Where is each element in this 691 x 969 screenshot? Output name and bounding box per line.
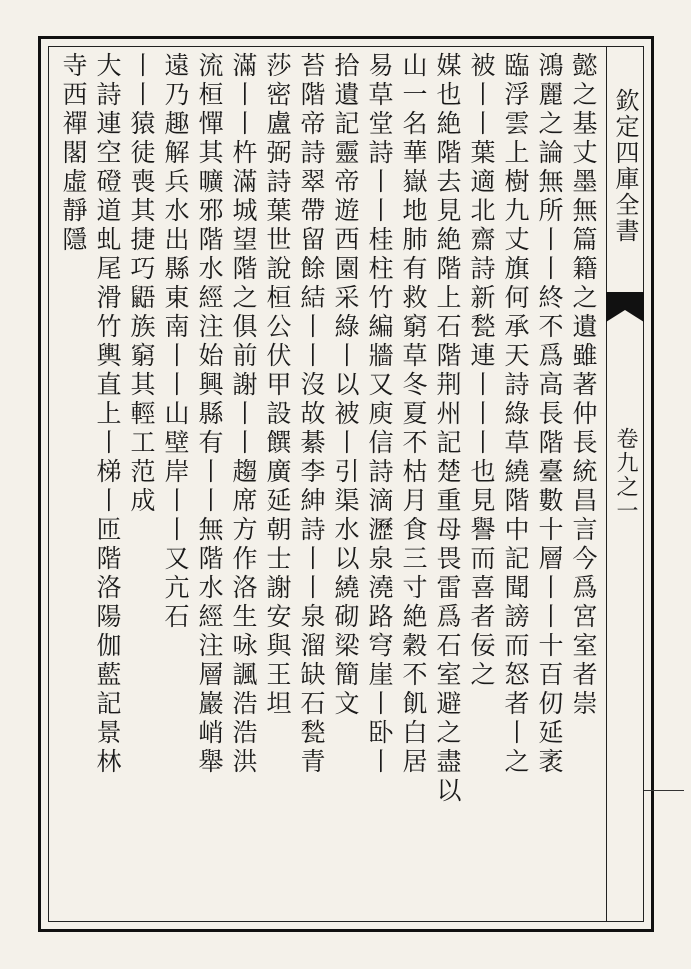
main-text-block — [56, 52, 600, 912]
text-column: 山一名華嶽地肺有救窮草冬夏不枯月食三寸絶穀不飢白居 — [399, 52, 428, 777]
book-title: 欽定四庫全書 — [611, 88, 639, 244]
text-column: 滿丨丨杵滿城望階之俱前謝丨丨趨席方作洛生咏諷浩浩洪 — [229, 52, 258, 777]
text-column: 寺西禪閣虛靜隱 — [59, 52, 88, 255]
text-column: 流桓憚其曠邪階水經注始興縣有丨丨無階水經注層巖峭舉 — [195, 52, 224, 777]
text-column: 被丨丨葉適北齋詩新甃連丨丨丨也見譽而喜者佞之 — [467, 52, 496, 690]
margin-tick-line — [644, 790, 684, 791]
text-column: 臨浮雲上樹九丈旗何承天詩綠草繞階中記聞謗而怒者丨之 — [501, 52, 530, 777]
text-column: 莎密盧弼詩葉世說桓公伏甲設饌廣延朝士謝安與王坦 — [263, 52, 292, 719]
text-column: 拾遺記靈帝遊西園采綠丨以被丨引渠水以繞砌梁簡文 — [331, 52, 360, 719]
text-column: 懿之基丈墨無篇籍之遺雖著仲長統昌言今爲宮室者崇 — [569, 52, 598, 719]
text-column: 易草堂詩丨丨桂柱竹編牆又庾信詩滴瀝泉澆路穹崖丨卧丨 — [365, 52, 394, 777]
text-column: 大詩連空磴道虬尾滑竹輿直上丨梯丨匝階洛陽伽藍記景林 — [93, 52, 122, 777]
text-column: 遠乃趣解兵水出縣東南丨丨山壁岸丨丨又亢石 — [161, 52, 190, 632]
text-column: 丨丨猿徒喪其捷巧鼯族窮其輕工范成 — [127, 52, 156, 516]
text-column: 媒也絶階去見絶階上石階荆州記楚重母畏雷爲石室避之盡以 — [433, 52, 462, 806]
volume-label: 卷九之一 — [613, 427, 638, 523]
fish-tail-mark-icon — [606, 292, 644, 322]
text-column: 鴻麗之論無所丨丨終不爲高長階臺數十層丨丨十百仞延袤 — [535, 52, 564, 777]
text-column: 苔階帝詩翠帶留餘結丨丨沒故綦李紳詩丨丨泉溜缺石甃青 — [297, 52, 326, 777]
